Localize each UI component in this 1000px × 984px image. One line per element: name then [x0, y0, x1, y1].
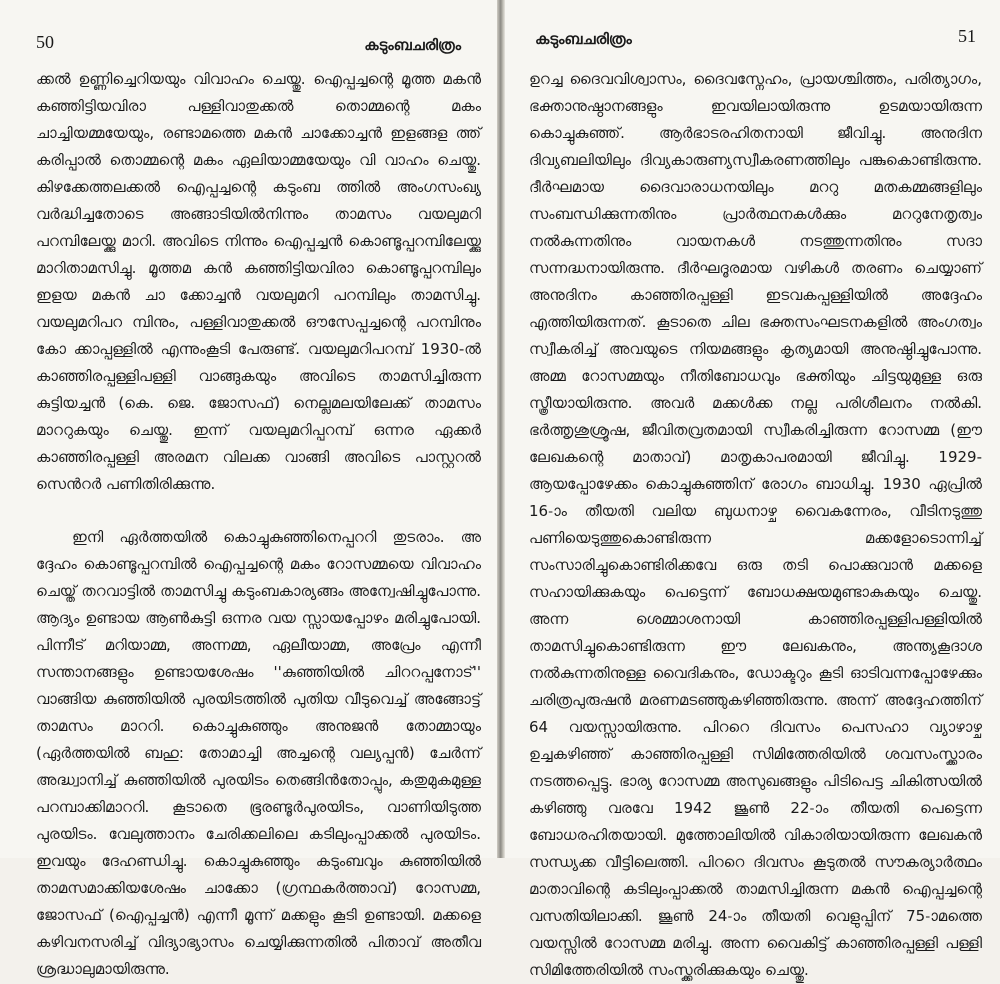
- left-running-head: കടുംബചരിത്രം: [364, 36, 461, 54]
- paragraph-gap: [36, 498, 481, 524]
- right-page-header: [529, 22, 982, 52]
- right-running-head: കടുംബചരിത്രം: [535, 30, 632, 48]
- left-paragraph-1: ക്കൽ ഉണ്ണിച്ചെറിയയും വിവാഹം ചെയ്തു. ഐപ്പച്ചന്റെ മൂത്ത മകൻ കഞ്ഞിട്ടിയവിരാ പള്ളിവാതുക്കൽ തൊമ്മന്റെ മകം ചാച്ചിയമ്മയേയും, രണ്ടാമത്തെ മകൻ ചാക്കോച്ചൻ ഇളങ്ങള ത്ത് കരിപ്പാൽ തൊമ്മന്റെ മകം ഏലിയാമ്മയേയും വി വാഹം ചെയ്തു. കിഴക്കേത്തലക്കൽ ഐപ്പച്ചന്റെ കടുംബ ത്തിൽ അംഗസംഖ്യ വർദ്ധിച്ചതോടെ അങ്ങാടിയിൽനിന്നും താമസം വയലുമറി പറമ്പിലേയ്ക്കു മാറി. അവിടെ നിന്നും ഐപ്പച്ചൻ കൊണ്ടൂപ്പറമ്പിലേയ്ക്കു മാറിതാമസിച്ചു. മൂത്തമ കൻ കഞ്ഞിട്ടിയവിരാ കൊണ്ടൂപ്പറമ്പിലും ഇളയ മകൻ ചാ ക്കോച്ചൻ വയലുമറി പറമ്പിലും താമസിച്ചു. വയലുമറിപറ മ്പിനും, പള്ളിവാതുക്കൽ ഔസേപ്പച്ചന്റെ പറമ്പിനും കോ ക്കാപ്പള്ളിൽ എന്നുംകൂടി പേരുണ്ട്. വയലുമറിപറമ്പ് 1930-ൽ കാഞ്ഞിരപ്പള്ളിപള്ളി വാങ്ങുകയും അവിടെ താമസിച്ചിരുന്ന കുട്ടിയച്ചൻ (കെ. ജെ. ജോസഫ്) നെല്ലമലയിലേക്ക് താമസം മാററുകയും ചെയ്തു. ഇന്ന് വയലുമറിപ്പറമ്പ് ഒന്നര ഏക്കർ കാഞ്ഞിരപ്പള്ളി അരമന വിലക്ക വാങ്ങി അവിടെ പാസ്റ്ററൽ സെൻറർ പണിതിരിക്കുന്നു.: [36, 70, 481, 493]
- right-paragraph-1: ഉറച്ച ദൈവവിശ്വാസം, ദൈവസ്നേഹം, പ്രായശ്ചിത്തം, പരിത്യാഗം, ഭക്താനുഷ്ഠാനങ്ങളും ഇവയിലായിരുന്നു ഉടമയായിരുന്ന കൊച്ചുകുഞ്ഞ്. ആർഭാടരഹിതനായി ജീവിച്ചു. അനുദിന ദിവ്യബലിയിലും ദിവ്യകാരുണ്യസ്വീകരണത്തിലും പങ്കുകൊണ്ടിരുന്നു. ദീർഘമായ ദൈവാരാധനയിലും മററു മതകമ്മങ്ങളിലും സംബന്ധിക്കുന്നതിനും പ്രാർത്ഥനകൾക്കും മററുനേതൃത്വം നൽകുന്നതിനും വായനകൾ നടത്തുന്നതിനും സദാ സന്നദ്ധനായിരുന്നു. ദീർഘദൂരമായ വഴികൾ തരണം ചെയ്യാണ് അനുദിനം കാഞ്ഞിരപ്പള്ളി ഇടവകപ്പള്ളിയിൽ അദ്ദേഹം എത്തിയിരുന്നത്. കൂടാതെ ചില ഭക്തസംഘടനകളിൽ അംഗത്വം സ്വീകരിച്ച് അവയുടെ നിയമങ്ങളും കൃത്യമായി അനുഷ്ഠിച്ചുപോന്നു. അമ്മ റോസമ്മയും നീതിബോധവും ഭക്തിയും ചിട്ടയുമുള്ള ഒരു സ്ത്രീയായിരുന്നു. അവർ മക്കൾക്ക നല്ല പരിശീലനം നൽകി. ഭർത്തൃശുശ്രൂഷ, ജീവിതവ്രതമായി സ്വീകരിച്ചിരുന്ന റോസമ്മ (ഈ ലേഖകന്റെ മാതാവ്) മാതൃകാപരമായി ജീവിച്ചു. 1929-ആയപ്പോഴേക്കം കൊച്ചുകുഞ്ഞിന് രോഗം ബാധിച്ചു. 1930 ഏപ്രിൽ 16-ാം തീയതി വലിയ ബുധനാഴ്ച വൈകന്നേരം, വീടിനടുത്തു പണിയെടുത്തുകൊണ്ടിരുന്ന മക്കളോടൊന്നിച്ച് സംസാരിച്ചുകൊണ്ടിരിക്കവേ ഒരു തടി പൊക്കുവാൻ മക്കളെ സഹായിക്കുകയും പെട്ടെന്ന് ബോധക്ഷയമുണ്ടാകുകയും ചെയ്തു. അന്ന ശെമ്മാശനായി കാഞ്ഞിരപ്പള്ളിപള്ളിയിൽ താമസിച്ചുകൊണ്ടിരുന്ന ഈ ലേഖകനും, അന്ത്യകൂദാശ നൽകുന്നതിനുള്ള വൈദികനും, ഡോക്ടറും കൂടി ഓടിവന്നപ്പോഴേക്കും ചരിത്രപുരുഷൻ മരണമടഞ്ഞുകഴിഞ്ഞിരുന്നു. അന്ന് അദ്ദേഹത്തിന് 64 വയസ്സായിരുന്നു. പിററെ ദിവസം പെസഹാ വ്യാഴാഴ്ച ഉച്ചകഴിഞ്ഞ് കാഞ്ഞിരപ്പള്ളി സിമിത്തേരിയിൽ ശവസംസ്ക്കാരം നടത്തപ്പെട്ടു. ഭാര്യ റോസമ്മ അസുഖങ്ങളും പിടിപെട്ട ചികിത്സയിൽ കഴിഞ്ഞു വരവേ 1942 ജൂൺ 22-ാം തീയതി പെട്ടെന്ന ബോധരഹിതയായി. മുത്തോലിയിൽ വികാരിയായിരുന്ന ലേഖകൻ സന്ധ്യക്ക വീട്ടിലെത്തി. പിററെ ദിവസം കൂടുതൽ സൗകര്യാർത്ഥം മാതാവിന്റെ കടിലുംപ്പാക്കൽ താമസിച്ചിരുന്ന മകൻ ഐപ്പച്ചന്റെ വസതിയിലാക്കി. ജൂൺ 24-ാം തീയതി വെളുപ്പിന് 75-ാമത്തെ വയസ്സിൽ റോസമ്മ മരിച്ചു. അന്ന വൈകിട്ട് കാഞ്ഞിരപ്പള്ളി പള്ളി സിമിത്തേരിയിൽ സംസ്ക്കരിക്കുകയും ചെയ്തു.: [529, 70, 982, 979]
- book-gutter: [497, 0, 505, 858]
- left-page-header: [36, 22, 481, 52]
- right-page-number: 51: [958, 26, 976, 46]
- right-page: [505, 0, 1000, 979]
- left-paragraph-2: ഇനി ഏർത്തയിൽ കൊച്ചുകുഞ്ഞിനെപ്പററി തുടരാം. അ ദ്ദേഹം കൊണ്ടൂപ്പറമ്പിൽ ഐപ്പച്ചന്റെ മകം റോസമ്മയെ വിവാഹം ചെയ്ത് തറവാട്ടിൽ താമസിച്ചു കടുംബകാര്യങ്ങം അന്വേഷിച്ചുപോന്നു. ആദ്യം ഉണ്ടായ ആൺകുട്ടി ഒന്നര വയ സ്സായപ്പോഴം മരിച്ചുപോയി. പിന്നീട് മറിയാമ്മ, അന്നമ്മ, ഏലീയാമ്മ, അപ്രേം എന്നീ സന്താനങ്ങളും ഉണ്ടായശേഷം ''കുഞ്ഞിയിൽ ചിററപ്പനോട്'' വാങ്ങിയ കുഞ്ഞിയിൽ പുരയിടത്തിൽ പുതിയ വീടുവെച്ച് അങ്ങോട്ട് താമസം മാററി. കൊച്ചുകുഞ്ഞും അനുജൻ തോമ്മായും (ഏർത്തയിൽ ബഹു: തോമാച്ചി അച്ചന്റെ വല്യപ്പൻ) ചേർന്ന് അദ്ധ്വാനിച്ച് കുഞ്ഞിയിൽ പുരയിടം തെങ്ങിൻതോപ്പും, കതുമുകമുള്ള പറമ്പാക്കിമാററി. കൂടാതെ ഭൂരണ്ടൂർപുരയിടം, വാണിയിടുത്ത പുരയിടം. വേലുത്താനം ചേരിക്കലിലെ കടിലുംപ്പാക്കൽ പുരയിടം. ഇവയും ദേഹണ്ഡിച്ചു. കൊച്ചുകുഞ്ഞും കടുംബവും കുഞ്ഞിയിൽ താമസമാക്കിയശേഷം ചാക്കോ (ഗ്രന്ഥകർത്താവ്) റോസമ്മ, ജോസഫ് (ഐപ്പച്ചൻ) എന്നീ മൂന്ന് മക്കളും കൂടി ഉണ്ടായി. മക്കളെ കഴിവനസരിച്ച് വിദ്യാഭ്യാസം ചെയ്യിക്കുന്നതിൽ പിതാവ് അതീവ ശ്രദ്ധാലുമായിരുന്നു.: [36, 528, 481, 978]
- left-page: [0, 0, 497, 978]
- left-page-number: 50: [36, 32, 54, 52]
